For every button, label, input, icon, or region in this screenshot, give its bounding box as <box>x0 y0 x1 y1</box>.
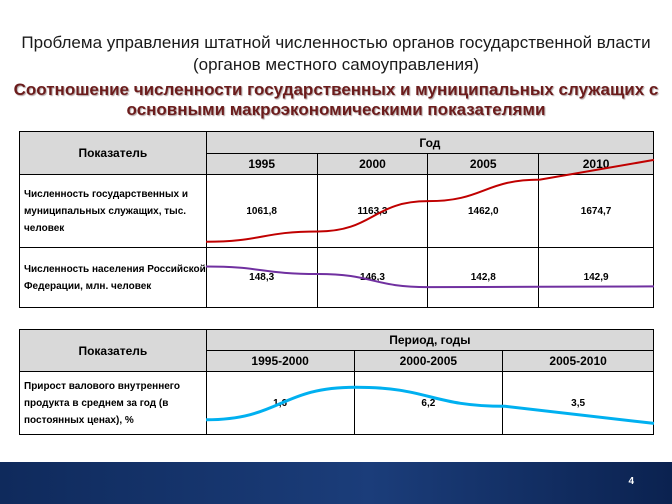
header-period: 2000-2005 <box>354 351 503 372</box>
table-cell: 1,6 <box>206 372 354 435</box>
staff-population-table <box>19 131 654 308</box>
page-number: 4 <box>628 476 634 487</box>
header-indicator: Показатель <box>20 132 207 175</box>
table-row <box>20 372 654 435</box>
slide-title: Проблема управления штатной численностью органов государственной власти (органов местного самоуправления) <box>21 33 651 74</box>
table-cell: 142,8 <box>428 248 539 308</box>
table-cell: 1061,8 <box>206 175 317 248</box>
slide-subtitle: Соотношение численности государственных и муниципальных служащих с основными макроэкономическими показателями <box>13 80 659 119</box>
header-year: 2010 <box>539 154 654 175</box>
table-cell: 1163,3 <box>317 175 428 248</box>
row-label: Численность населения Российской Федерации, млн. человек <box>20 248 207 308</box>
table-row <box>20 248 654 308</box>
header-period: 2005-2010 <box>503 351 654 372</box>
table-cell: 1674,7 <box>539 175 654 248</box>
row-label: Численность государственных и муниципальных служащих, тыс. человек <box>20 175 207 248</box>
header-year: 2005 <box>428 154 539 175</box>
table-cell: 3,5 <box>503 372 654 435</box>
table-cell: 148,3 <box>206 248 317 308</box>
row-label: Прирост валового внутреннего продукта в среднем за год (в постоянных ценах), % <box>20 372 207 435</box>
header-indicator: Показатель <box>20 330 207 372</box>
table-row <box>20 175 654 248</box>
table-cell: 142,9 <box>539 248 654 308</box>
header-year: 2000 <box>317 154 428 175</box>
table-cell: 6,2 <box>354 372 503 435</box>
header-year: 1995 <box>206 154 317 175</box>
gdp-growth-table <box>19 329 654 435</box>
header-year-group: Год <box>206 132 653 154</box>
footer-bar <box>0 462 672 504</box>
header-period: 1995-2000 <box>206 351 354 372</box>
header-period-group: Период, годы <box>206 330 653 351</box>
table-cell: 146,3 <box>317 248 428 308</box>
table-cell: 1462,0 <box>428 175 539 248</box>
